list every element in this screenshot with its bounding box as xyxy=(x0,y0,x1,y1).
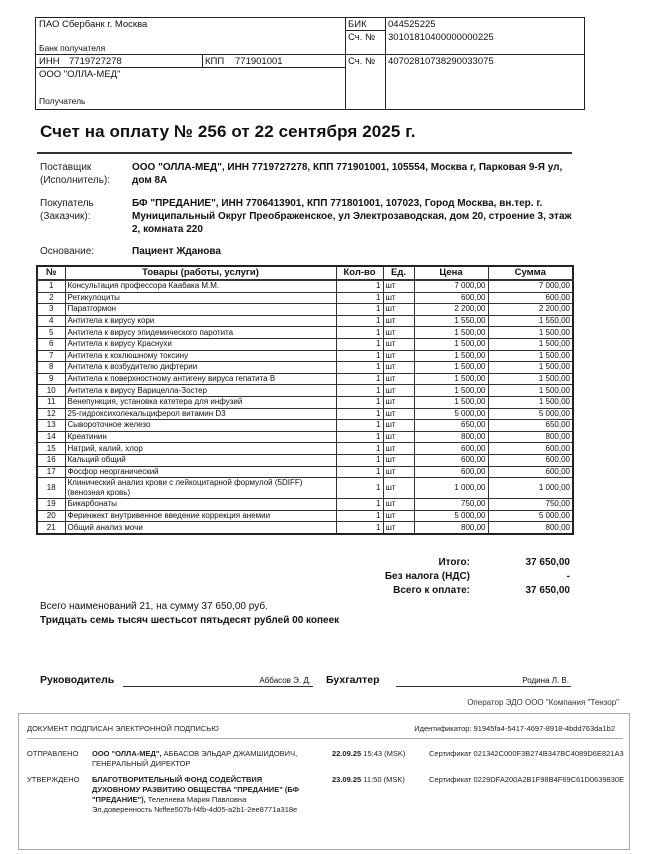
row-name: Натрий, калий, хлор xyxy=(65,443,336,455)
row-unit: шт xyxy=(383,280,414,292)
row-sum: 7 000,00 xyxy=(488,280,573,292)
buyer-value: БФ "ПРЕДАНИЕ", ИНН 7706413901, КПП 771801001, 107023, Город Москва, вн.тер. г. Муниципальный Округ Преображенское, ул Электрозаводская, дом 20, строение 3, этаж 2, комната 220 xyxy=(132,198,572,235)
row-name: Антитела к вирусу Краснухи xyxy=(65,338,336,350)
row-qty: 1 xyxy=(336,408,383,420)
basis-label: Основание: xyxy=(40,246,95,257)
row-unit: шт xyxy=(383,443,414,455)
row-price: 750,00 xyxy=(414,499,488,511)
row-qty: 1 xyxy=(336,431,383,443)
title-divider xyxy=(37,152,572,154)
inn-label: ИНН xyxy=(39,56,60,67)
row-name: Консультация профессора Каабака М.М. xyxy=(65,280,336,292)
row-number: 3 xyxy=(37,304,65,316)
row-sum: 600,00 xyxy=(488,443,573,455)
row-number: 6 xyxy=(37,338,65,350)
edo-separator xyxy=(27,738,623,739)
row-number: 2 xyxy=(37,292,65,304)
kpp-label: КПП xyxy=(205,56,225,67)
totals-block xyxy=(330,556,570,598)
row-number: 7 xyxy=(37,350,65,362)
col-header-qty: Кол-во xyxy=(336,266,383,280)
table-row xyxy=(37,315,573,327)
items-summary: Всего наименований 21, на сумму 37 650,00 руб. xyxy=(40,601,268,612)
edo-approved-party: БЛАГОТВОРИТЕЛЬНЫЙ ФОНД СОДЕЙСТВИЯ ДУХОВНОМУ РАЗВИТИЮ ОБЩЕСТВА "ПРЕДАНИЕ" (БФ "ПРЕДАНИЕ"), Телепнева Мария Павловна Эл.доверенность №ffee507b-f4fb-4d05-a2b1-2ee8771a318e xyxy=(92,775,300,814)
edo-signature-stamp xyxy=(18,713,630,850)
row-sum: 1 500,00 xyxy=(488,385,573,397)
kpp-value: 771901001 xyxy=(235,56,283,67)
row-sum: 600,00 xyxy=(488,292,573,304)
buyer-block xyxy=(40,197,580,237)
table-row xyxy=(37,408,573,420)
row-name: Общий анализ мочи xyxy=(65,522,336,534)
basis-value: Пациент Жданова xyxy=(132,246,221,257)
row-qty: 1 xyxy=(336,292,383,304)
row-sum: 1 500,00 xyxy=(488,338,573,350)
table-row xyxy=(37,350,573,362)
row-sum: 650,00 xyxy=(488,420,573,432)
row-number: 1 xyxy=(37,280,65,292)
row-unit: шт xyxy=(383,362,414,374)
row-price: 1 550,00 xyxy=(414,315,488,327)
row-price: 600,00 xyxy=(414,292,488,304)
row-number: 12 xyxy=(37,408,65,420)
row-number: 14 xyxy=(37,431,65,443)
row-qty: 1 xyxy=(336,280,383,292)
row-number: 10 xyxy=(37,385,65,397)
col-header-unit: Ед. xyxy=(383,266,414,280)
row-sum: 1 500,00 xyxy=(488,350,573,362)
row-name: Антитела к возбудителю дифтерии xyxy=(65,362,336,374)
row-unit: шт xyxy=(383,454,414,466)
row-number: 21 xyxy=(37,522,65,534)
goods-table-header xyxy=(37,266,573,280)
row-name: Антитела к коклюшному токсину xyxy=(65,350,336,362)
director-label: Руководитель xyxy=(40,674,115,686)
row-sum: 800,00 xyxy=(488,431,573,443)
edo-signed-label: ДОКУМЕНТ ПОДПИСАН ЭЛЕКТРОННОЙ ПОДПИСЬЮ xyxy=(27,724,219,733)
row-name: Антитела к вирусу кори xyxy=(65,315,336,327)
edo-approved-status: УТВЕРЖДЕНО xyxy=(27,775,80,784)
row-price: 1 500,00 xyxy=(414,385,488,397)
bik-value: 044525225 xyxy=(388,19,436,30)
row-number: 15 xyxy=(37,443,65,455)
row-number: 19 xyxy=(37,499,65,511)
accountant-signature-line xyxy=(396,686,571,687)
row-qty: 1 xyxy=(336,373,383,385)
row-name: Бикарбонаты xyxy=(65,499,336,511)
table-row xyxy=(37,385,573,397)
edo-sent-party: ООО "ОЛЛА-МЕД", АББАСОВ ЭЛЬДАР ДЖАМШИДОВИЧ, ГЕНЕРАЛЬНЫЙ ДИРЕКТОР xyxy=(92,749,298,768)
total-value: 37 650,00 xyxy=(525,557,570,568)
goods-table xyxy=(36,265,574,535)
row-sum: 1 500,00 xyxy=(488,327,573,339)
row-name: Венепункция, установка катетера для инфузий xyxy=(65,396,336,408)
edo-operator: Оператор ЭДО ООО "Компания "Тензор" xyxy=(462,698,624,707)
row-qty: 1 xyxy=(336,454,383,466)
row-qty: 1 xyxy=(336,327,383,339)
recipient-label: Получатель xyxy=(39,96,86,106)
row-qty: 1 xyxy=(336,396,383,408)
row-price: 5 000,00 xyxy=(414,408,488,420)
row-sum: 800,00 xyxy=(488,522,573,534)
row-number: 16 xyxy=(37,454,65,466)
row-sum: 1 500,00 xyxy=(488,373,573,385)
row-price: 800,00 xyxy=(414,522,488,534)
row-unit: шт xyxy=(383,396,414,408)
row-price: 600,00 xyxy=(414,454,488,466)
row-price: 600,00 xyxy=(414,466,488,478)
vat-label: Без налога (НДС) xyxy=(384,571,470,582)
total-label: Итого: xyxy=(438,557,470,568)
row-qty: 1 xyxy=(336,522,383,534)
row-name: Феринжект внутривенное введение коррекция анемии xyxy=(65,510,336,522)
row-sum: 1 500,00 xyxy=(488,362,573,374)
row-qty: 1 xyxy=(336,478,383,499)
bank-details-table xyxy=(35,17,585,110)
row-qty: 1 xyxy=(336,443,383,455)
row-qty: 1 xyxy=(336,420,383,432)
basis-block xyxy=(40,245,580,259)
row-name: Кальций общий xyxy=(65,454,336,466)
row-price: 1 500,00 xyxy=(414,338,488,350)
row-unit: шт xyxy=(383,338,414,350)
due-value: 37 650,00 xyxy=(525,585,570,596)
row-qty: 1 xyxy=(336,304,383,316)
table-row xyxy=(37,292,573,304)
table-row xyxy=(37,327,573,339)
bank-label: Банк получателя xyxy=(39,43,106,53)
row-unit: шт xyxy=(383,499,414,511)
row-unit: шт xyxy=(383,522,414,534)
row-unit: шт xyxy=(383,385,414,397)
row-sum: 1 500,00 xyxy=(488,396,573,408)
row-name: Антитела к вирусу Варицелла-Зостер xyxy=(65,385,336,397)
row-price: 5 000,00 xyxy=(414,510,488,522)
row-price: 800,00 xyxy=(414,431,488,443)
row-name: Фосфор неорганический xyxy=(65,466,336,478)
edo-sent-datetime: 22.09.25 15:43 (MSK) xyxy=(332,749,406,758)
amount-in-words: Тридцать семь тысяч шестьсот пятьдесят рублей 00 копеек xyxy=(40,615,340,626)
row-number: 8 xyxy=(37,362,65,374)
row-price: 1 500,00 xyxy=(414,373,488,385)
row-qty: 1 xyxy=(336,338,383,350)
supplier-block xyxy=(40,161,580,189)
recipient-name: ООО "ОЛЛА-МЕД" xyxy=(39,69,121,80)
row-unit: шт xyxy=(383,478,414,499)
col-header-price: Цена xyxy=(414,266,488,280)
table-row xyxy=(37,466,573,478)
row-number: 17 xyxy=(37,466,65,478)
director-signature-line xyxy=(123,686,313,687)
row-unit: шт xyxy=(383,350,414,362)
row-name: Креатинин xyxy=(65,431,336,443)
row-name: Паратгормон xyxy=(65,304,336,316)
row-number: 13 xyxy=(37,420,65,432)
row-unit: шт xyxy=(383,373,414,385)
row-price: 1 000,00 xyxy=(414,478,488,499)
row-sum: 5 000,00 xyxy=(488,408,573,420)
director-name: Аббасов Э. Д. xyxy=(259,676,311,685)
row-sum: 600,00 xyxy=(488,466,573,478)
row-unit: шт xyxy=(383,466,414,478)
row-number: 9 xyxy=(37,373,65,385)
supplier-label: Поставщик (Исполнитель): xyxy=(40,162,111,186)
corr-account-label: Сч. № xyxy=(348,32,376,43)
col-header-sum: Сумма xyxy=(488,266,573,280)
row-price: 1 500,00 xyxy=(414,327,488,339)
table-row xyxy=(37,420,573,432)
row-name: Клинический анализ крови с лейкоцитарной формулой (5DIFF) (венозная кровь) xyxy=(65,478,336,499)
goods-table-body xyxy=(37,280,573,534)
edo-sent-certificate: Сертификат 021342C000F3B274B347BC4089D6E821A3 xyxy=(429,749,624,758)
row-qty: 1 xyxy=(336,315,383,327)
table-row xyxy=(37,478,573,499)
row-sum: 600,00 xyxy=(488,454,573,466)
edo-identifier: Идентификатор: 91945fa4-5417-4697-8918-4bdd763da1b2 xyxy=(414,724,615,733)
row-price: 600,00 xyxy=(414,443,488,455)
inn-value: 7719727278 xyxy=(69,56,122,67)
accountant-label: Бухгалтер xyxy=(326,674,380,686)
bik-label: БИК xyxy=(348,19,367,30)
supplier-value: ООО "ОЛЛА-МЕД", ИНН 7719727278, КПП 771901001, 105554, Москва г, Парковая 9-Я ул, дом 8А xyxy=(132,162,563,186)
table-row xyxy=(37,454,573,466)
row-unit: шт xyxy=(383,327,414,339)
bank-name: ПАО Сбербанк г. Москва xyxy=(39,19,148,30)
table-row xyxy=(37,280,573,292)
col-header-number: № xyxy=(37,266,65,280)
row-unit: шт xyxy=(383,408,414,420)
row-unit: шт xyxy=(383,292,414,304)
table-row xyxy=(37,338,573,350)
row-price: 1 500,00 xyxy=(414,350,488,362)
row-qty: 1 xyxy=(336,385,383,397)
row-sum: 750,00 xyxy=(488,499,573,511)
row-unit: шт xyxy=(383,510,414,522)
invoice-title: Счет на оплату № 256 от 22 сентября 2025 г. xyxy=(40,122,416,141)
row-price: 2 200,00 xyxy=(414,304,488,316)
row-unit: шт xyxy=(383,420,414,432)
row-price: 1 500,00 xyxy=(414,362,488,374)
row-name: Ретикулоциты xyxy=(65,292,336,304)
edo-approved-certificate: Сертификат 0229DFA200A2B1F98B4F69C61D0639830E xyxy=(429,775,625,784)
row-sum: 1 000,00 xyxy=(488,478,573,499)
buyer-label: Покупатель (Заказчик): xyxy=(40,198,94,222)
row-price: 1 500,00 xyxy=(414,396,488,408)
row-price: 7 000,00 xyxy=(414,280,488,292)
table-row xyxy=(37,373,573,385)
vat-value: - xyxy=(566,571,570,582)
table-row xyxy=(37,510,573,522)
account-value: 40702810738290033075 xyxy=(388,56,494,67)
col-header-goods: Товары (работы, услуги) xyxy=(65,266,336,280)
table-row xyxy=(37,522,573,534)
row-price: 650,00 xyxy=(414,420,488,432)
table-row xyxy=(37,304,573,316)
table-row xyxy=(37,431,573,443)
account-label: Сч. № xyxy=(348,56,376,67)
row-sum: 5 000,00 xyxy=(488,510,573,522)
row-qty: 1 xyxy=(336,499,383,511)
row-name: 25-гидроксихолекальциферол витамин D3 xyxy=(65,408,336,420)
edo-approved-datetime: 23.09.25 11:50 (MSK) xyxy=(332,775,405,784)
table-row xyxy=(37,362,573,374)
corr-account-value: 30101810400000000225 xyxy=(388,32,494,43)
row-number: 20 xyxy=(37,510,65,522)
table-row xyxy=(37,443,573,455)
row-name: Сывороточное железо xyxy=(65,420,336,432)
row-name: Антитела к поверхностному антигену вируса гепатита В xyxy=(65,373,336,385)
row-number: 11 xyxy=(37,396,65,408)
row-sum: 2 200,00 xyxy=(488,304,573,316)
row-qty: 1 xyxy=(336,510,383,522)
table-row xyxy=(37,396,573,408)
row-qty: 1 xyxy=(336,362,383,374)
edo-sent-status: ОТПРАВЛЕНО xyxy=(27,749,79,758)
due-label: Всего к оплате: xyxy=(393,585,470,596)
row-number: 4 xyxy=(37,315,65,327)
row-qty: 1 xyxy=(336,350,383,362)
row-sum: 1 550,00 xyxy=(488,315,573,327)
row-name: Антитела к вирусу эпидемического паротита xyxy=(65,327,336,339)
accountant-name: Родина Л. В. xyxy=(522,676,569,685)
row-qty: 1 xyxy=(336,466,383,478)
row-number: 5 xyxy=(37,327,65,339)
row-number: 18 xyxy=(37,478,65,499)
row-unit: шт xyxy=(383,315,414,327)
table-row xyxy=(37,499,573,511)
row-unit: шт xyxy=(383,304,414,316)
row-unit: шт xyxy=(383,431,414,443)
